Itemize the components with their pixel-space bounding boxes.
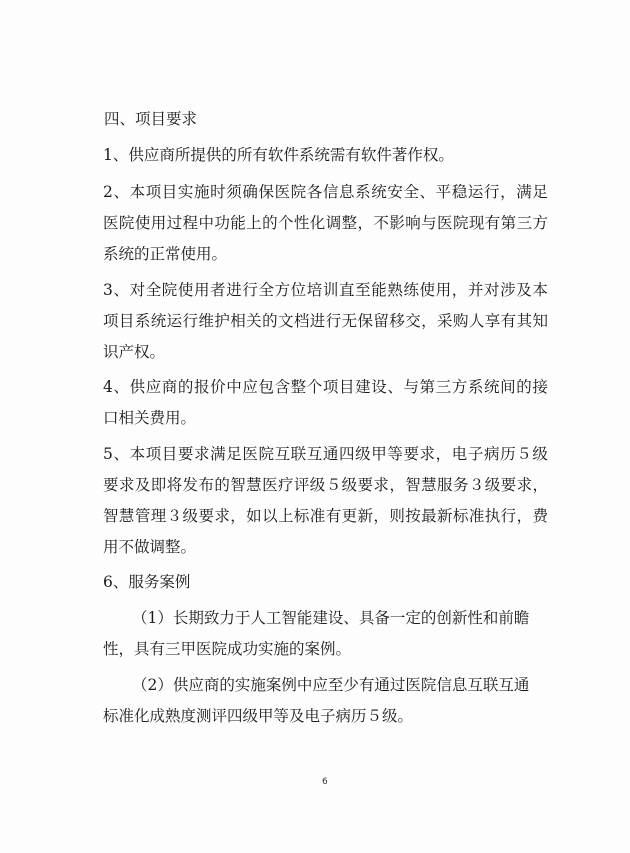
requirement-3-line-3: 识产权。 [103, 343, 166, 361]
requirement-2-line-1: 2 、 本 项 目 实 施 时 须 确 保 医 院 各 信 息 系 统 安 全 、 平 稳 运 行 ， 满 足 [103, 183, 548, 201]
requirement-1-line-1: 1、供应商所提供的所有软件系统需有软件著作权。 [103, 146, 454, 164]
requirement-4-line-1: 4 、 供 应 商 的 报 价 中 应 包 含 整 个 项 目 建 设 、 与 第 三 方 系 统 间 的 接 [103, 378, 548, 396]
case-1-line-2: 性，具有三甲医院成功实施的案例。 [103, 640, 352, 658]
case-1-line-1: （1）长期致力于人工智能建设、具备一定的创新性和前瞻 [132, 609, 530, 627]
requirement-3-line-1: 3 、 对 全 院 使 用 者 进 行 全 方 位 培 训 直 至 能 熟 练 使 用 ， 并 对 涉 及 本 [103, 281, 548, 299]
case-2-line-2: 标准化成熟度测评四级甲等及电子病历５级。 [103, 707, 414, 725]
page-number: 6 [322, 777, 328, 787]
requirement-5-line-1: 5 、 本 项 目 要 求 满 足 医 院 互 联 互 通 四 级 甲 等 要 求 ， 电 子 病 历 ５ 级 [103, 445, 548, 463]
requirement-6-heading: 6、服务案例 [103, 573, 191, 591]
requirement-2-line-3: 系统的正常使用。 [103, 245, 228, 263]
requirement-5-line-3: 智 慧 管 理 ３ 级 要 求 ， 如 以 上 标 准 有 更 新 ， 则 按 最 新 标 准 执 行 ， 费 [103, 507, 548, 525]
requirement-4-line-2: 口相关费用。 [103, 409, 197, 427]
case-2-line-1: （2）供应商的实施案例中应至少有通过医院信息互联互通 [132, 676, 530, 694]
section-heading: 四、项目要求 [104, 110, 198, 128]
requirement-3-line-2: 项 目 系 统 运 行 维 护 相 关 的 文 档 进 行 无 保 留 移 交 ， 采 购 人 享 有 其 知 [103, 312, 548, 330]
requirement-2-line-2: 医 院 使 用 过 程 中 功 能 上 的 个 性 化 调 整 ， 不 影 响 与 医 院 现 有 第 三 方 [103, 214, 548, 232]
requirement-5-line-2: 要 求 及 即 将 发 布 的 智 慧 医 疗 评 级 ５ 级 要 求 ， 智 慧 服 务 ３ 级 要 求 ， [103, 476, 548, 494]
requirement-5-line-4: 用不做调整。 [103, 538, 197, 556]
